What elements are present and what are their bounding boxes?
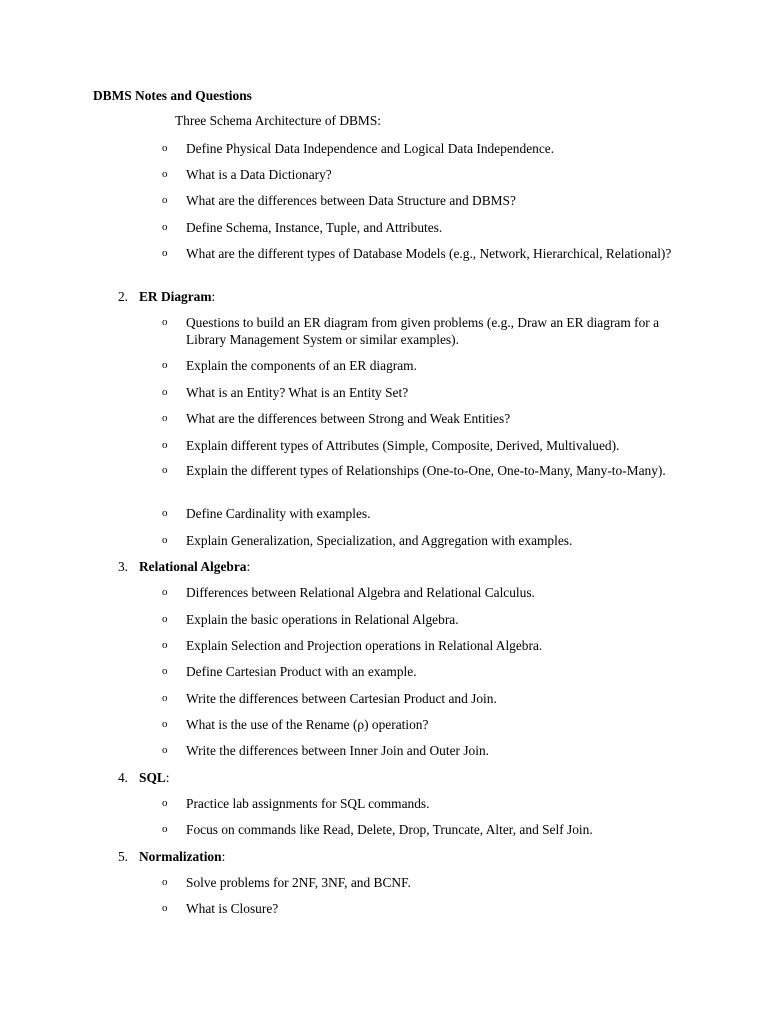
bullet-icon: o (162, 359, 168, 371)
section-title-suffix: : (211, 289, 216, 304)
list-item-text: Explain the different types of Relationships (One-to-One, One-to-Many, Many-to-Many). (186, 463, 666, 478)
section-title-text: SQL (139, 770, 166, 785)
bullet-icon: o (162, 692, 168, 704)
list-item-text: Explain the basic operations in Relational Algebra. (186, 612, 459, 627)
section-title-text: Relational Algebra (139, 559, 247, 574)
section-title-text: ER Diagram (139, 289, 212, 304)
list-item-text: What is the use of the Rename (ρ) operation? (186, 717, 429, 732)
bullet-icon: o (162, 316, 168, 328)
bullet-icon: o (162, 194, 168, 206)
bullet-icon: o (162, 902, 168, 914)
bullet-icon: o (162, 797, 168, 809)
bullet-icon: o (162, 221, 168, 233)
bullet-icon: o (162, 744, 168, 756)
bullet-icon: o (162, 464, 168, 476)
list-item-text: Questions to build an ER diagram from given problems (e.g., Draw an ER diagram for a Library Management System or similar examples). (186, 315, 660, 347)
list-item-text: Differences between Relational Algebra and Relational Calculus. (186, 585, 535, 600)
bullet-icon: o (162, 823, 168, 835)
list-item-text: Explain Selection and Projection operations in Relational Algebra. (186, 638, 543, 653)
list-item-text: What is an Entity? What is an Entity Set? (186, 385, 409, 400)
list-item-text: What are the differences between Data Structure and DBMS? (186, 193, 516, 208)
list-item-text: What are the different types of Database Models (e.g., Network, Hierarchical, Relational)? (186, 246, 672, 261)
bullet-icon: o (162, 586, 168, 598)
bullet-icon: o (162, 439, 168, 451)
list-item-text: Define Cardinality with examples. (186, 506, 371, 521)
section-title-suffix: : (246, 559, 251, 574)
bullet-icon: o (162, 534, 168, 546)
section-number: 2. (117, 289, 128, 304)
document-title: DBMS Notes and Questions (93, 88, 252, 103)
section-title-text: Normalization (139, 849, 222, 864)
bullet-icon: o (162, 412, 168, 424)
list-item-text: Focus on commands like Read, Delete, Drop, Truncate, Alter, and Self Join. (186, 822, 593, 837)
list-item-text: Solve problems for 2NF, 3NF, and BCNF. (186, 875, 411, 890)
bullet-icon: o (162, 876, 168, 888)
bullet-icon: o (162, 247, 168, 259)
bullet-icon: o (162, 386, 168, 398)
intro-heading: Three Schema Architecture of DBMS: (175, 113, 382, 128)
list-item-text: Define Cartesian Product with an example. (186, 664, 417, 679)
list-item-text: Write the differences between Inner Join and Outer Join. (186, 743, 489, 758)
section-title (139, 288, 215, 305)
section-title-suffix: : (165, 770, 170, 785)
list-item-text: Explain different types of Attributes (Simple, Composite, Derived, Multivalued). (186, 438, 620, 453)
list-item-text: Explain Generalization, Specialization, and Aggregation with examples. (186, 533, 573, 548)
bullet-icon: o (162, 507, 168, 519)
bullet-icon: o (162, 168, 168, 180)
list-item-text: Define Schema, Instance, Tuple, and Attributes. (186, 220, 443, 235)
bullet-icon: o (162, 665, 168, 677)
list-item-text: Define Physical Data Independence and Logical Data Independence. (186, 141, 555, 156)
bullet-icon: o (162, 639, 168, 651)
list-item-text: Write the differences between Cartesian Product and Join. (186, 691, 497, 706)
section-number: 4. (117, 770, 128, 785)
section-number: 3. (117, 559, 128, 574)
section-title (139, 848, 225, 865)
section-title (139, 558, 250, 575)
bullet-icon: o (162, 718, 168, 730)
section-number: 5. (117, 849, 128, 864)
section-title (139, 769, 170, 786)
bullet-icon: o (162, 613, 168, 625)
bullet-icon: o (162, 142, 168, 154)
section-title-suffix: : (221, 849, 226, 864)
list-item-text: Explain the components of an ER diagram. (186, 358, 417, 373)
list-item-text: What is Closure? (186, 901, 279, 916)
list-item-text: What is a Data Dictionary? (186, 167, 332, 182)
list-item-text: Practice lab assignments for SQL commands. (186, 796, 430, 811)
list-item-text: What are the differences between Strong and Weak Entities? (186, 411, 511, 426)
